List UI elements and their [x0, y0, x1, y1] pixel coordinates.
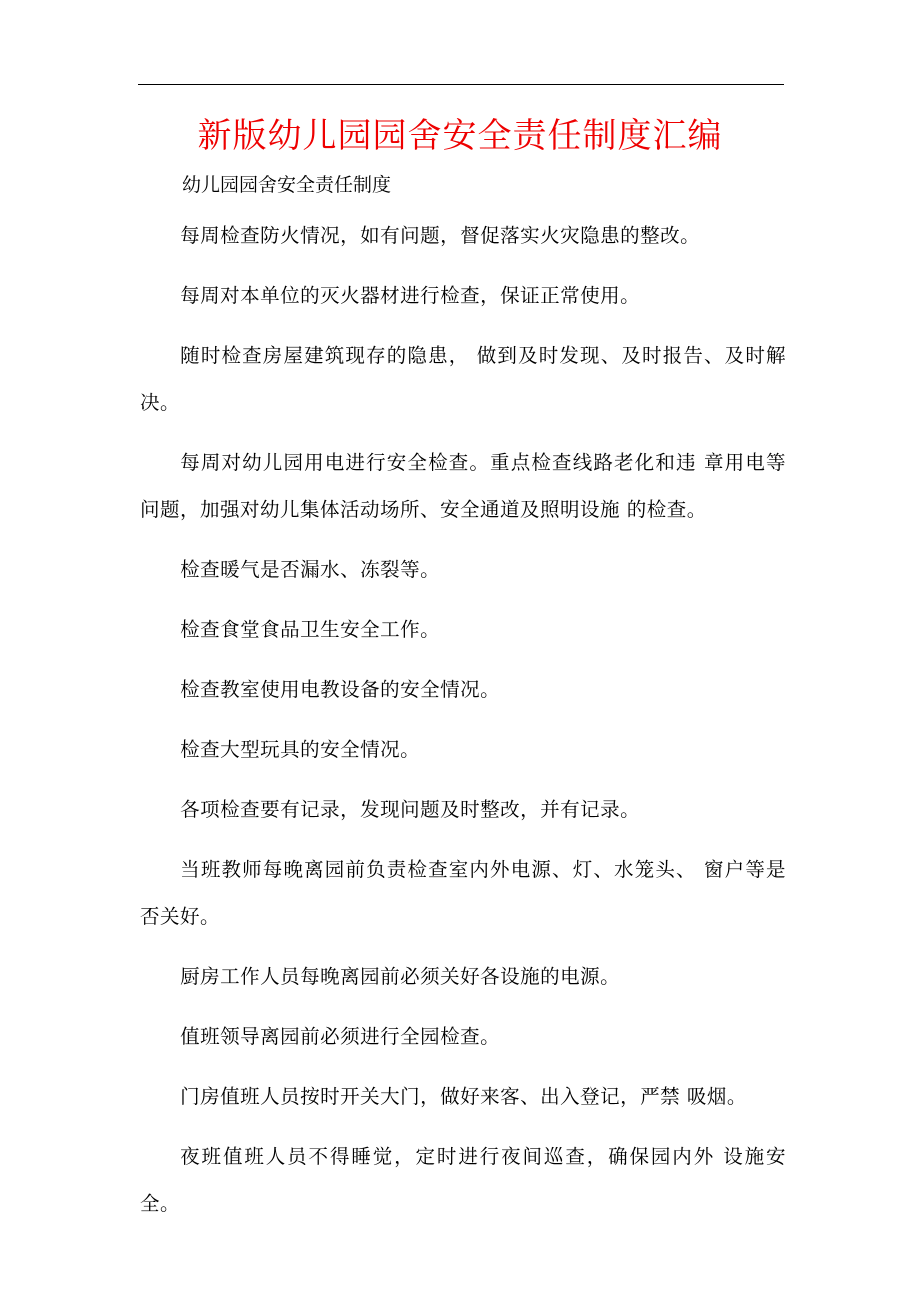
paragraph: 每周检查防火情况，如有问题，督促落实火灾隐患的整改。: [180, 224, 701, 247]
paragraph: 厨房工作人员每晚离园前必须关好各设施的电源。: [180, 965, 621, 988]
paragraph: 门房值班人员按时开关大门，做好来客、出入登记，严禁 吸烟。: [180, 1085, 747, 1108]
document-subtitle: 幼儿园园舍安全责任制度: [182, 174, 392, 196]
header-rule: [138, 84, 784, 85]
paragraph: 检查食堂食品卫生安全工作。: [180, 618, 441, 641]
paragraph: 每周对幼儿园用电进行安全检查。重点检查线路老化和违 章用电等问题，加强对幼儿集体活动场所、安全通道及照明设施 的检查。: [140, 451, 786, 521]
paragraph: 随时检查房屋建筑现存的隐患， 做到及时发现、及时报告、及时解决。: [140, 344, 786, 414]
paragraph: 检查教室使用电教设备的安全情况。: [180, 678, 501, 701]
paragraph: 每周对本单位的灭火器材进行检查，保证正常使用。: [180, 284, 641, 307]
document-body: [140, 212, 786, 1240]
paragraph: 检查大型玩具的安全情况。: [180, 738, 421, 761]
paragraph: 各项检查要有记录，发现问题及时整改，并有记录。: [180, 798, 641, 821]
paragraph: 夜班值班人员不得睡觉，定时进行夜间巡查，确保园内外 设施安全。: [140, 1145, 786, 1215]
paragraph: 值班领导离园前必须进行全园检查。: [180, 1025, 501, 1048]
paragraph: 当班教师每晚离园前负责检查室内外电源、灯、水笼头、 窗户等是否关好。: [140, 858, 786, 928]
paragraph: 检查暖气是否漏水、冻裂等。: [180, 558, 441, 581]
document-title: 新版幼儿园园舍安全责任制度汇编: [197, 116, 723, 156]
